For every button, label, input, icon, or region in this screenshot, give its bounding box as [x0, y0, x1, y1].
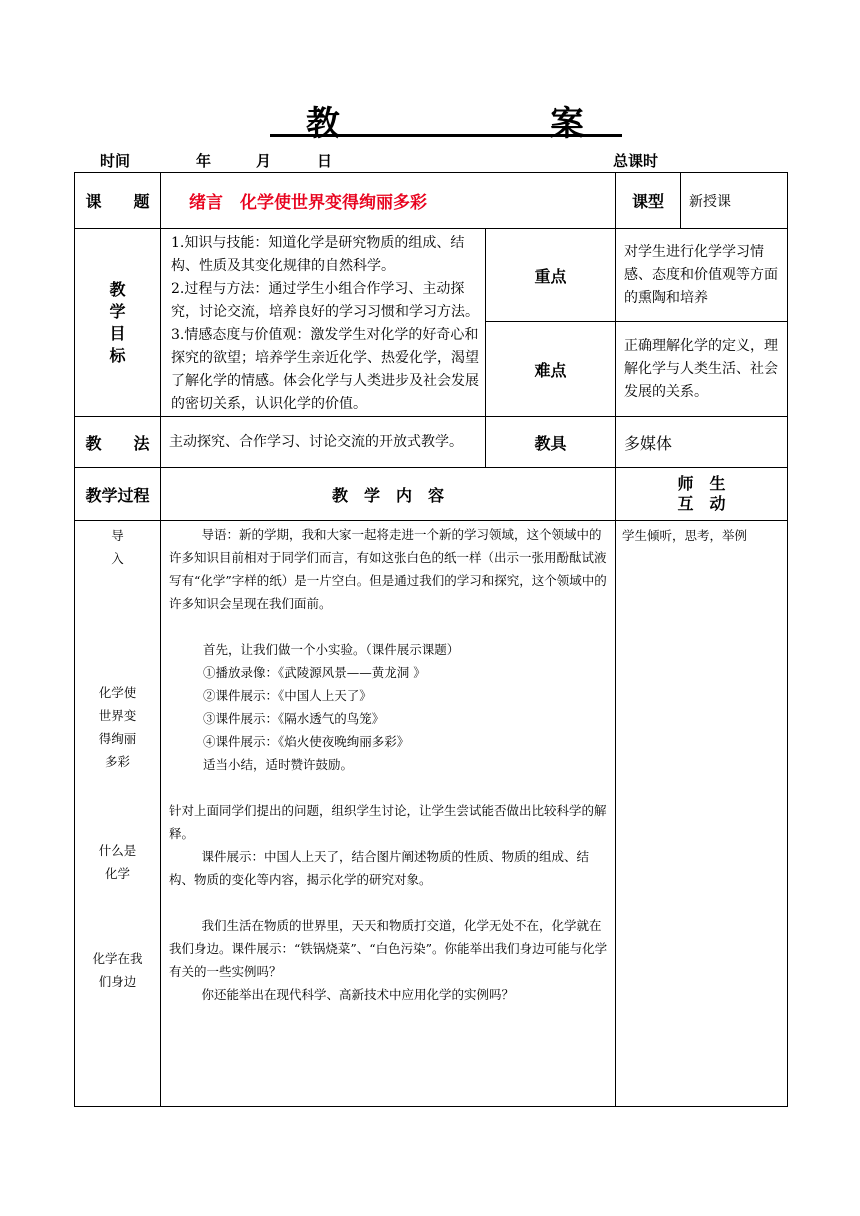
definition-paragraph: 课件展示：中国人上天了，结合图片阐述物质的性质、物质的组成、结构、物质的变化等内容，揭示化学的研究对象。: [169, 849, 590, 887]
document-title: [270, 96, 622, 144]
process-label: 教学过程: [75, 468, 161, 521]
goal-item: 2.过程与方法：通过学生小组合作学习、主动探究，讨论交流，培养良好的学习习惯和学习方法。: [171, 281, 479, 320]
process-header-row: [75, 468, 788, 521]
process-content: [161, 521, 616, 1107]
goals-label: [75, 229, 161, 417]
show-item: ③课件展示：《隔水透气的鸟笼》: [203, 711, 385, 726]
goals-label-char: 教: [109, 279, 126, 299]
show-item: ①播放录像：《武陵源风景——黄龙洞 》: [203, 665, 426, 680]
method-row: [75, 417, 788, 468]
lesson-type-label: 课型: [616, 173, 681, 228]
show-item: ④课件展示：《焰火使夜晚绚丽多彩》: [203, 734, 410, 749]
tech-paragraph: 你还能举出在现代科学、高新技术中应用化学的实例吗？: [201, 987, 515, 1002]
summary-line: 适当小结，适时赞许鼓励。: [203, 757, 354, 772]
difficulty-text: 正确理解化学的定义，理解化学与人类生活、社会发展的关系。: [616, 322, 788, 417]
life-paragraph: 我们生活在物质的世界里，天天和物质打交道，化学无处不在，化学就在我们身边。课件展示：“铁锅烧菜”、“白色污染”。你能举出我们身边可能与化学有关的一些实例吗？: [169, 918, 608, 979]
goal-item: 3.情感态度与价值观：激发学生对化学的好奇心和探究的欲望；培养学生亲近化学、热爱化学，渴望了解化学的情感。体会化学与人类进步及社会发展的密切关系，认识化学的价值。: [171, 327, 479, 412]
year-label: 年: [196, 152, 212, 170]
goal-item: 1.知识与技能：知道化学是研究物质的组成、结构、性质及其变化规律的自然科学。: [171, 235, 465, 274]
goals-content: [161, 229, 486, 417]
difficulty-label: 难点: [486, 322, 616, 417]
section-colorful: [75, 681, 160, 773]
lesson-type-cell: [616, 173, 788, 229]
method-text: 主动探究、合作学习、讨论交流的开放式教学。: [161, 417, 486, 468]
show-item: ②课件展示：《中国人上天了》: [203, 688, 372, 703]
interaction-text: 学生倾听，思考，举例: [616, 521, 788, 1107]
section-line: 多彩: [104, 754, 130, 769]
section-line: 化学在我: [92, 951, 143, 966]
title-char-right: 案: [550, 104, 584, 144]
interaction-header: [616, 468, 788, 521]
key-point-label: 重点: [486, 229, 616, 322]
process-body-row: [75, 521, 788, 1107]
discussion-paragraph: 针对上面同学们提出的问题，组织学生讨论，让学生尝试能否做出比较科学的解释。: [169, 803, 607, 841]
key-point-text: 对学生进行化学学习情感、态度和价值观等方面的熏陶和培养: [616, 229, 788, 322]
time-label: 时间: [100, 152, 131, 170]
section-line: 入: [111, 551, 124, 566]
total-hours-label: 总课时: [613, 152, 659, 170]
topic-title: 绪言 化学使世界变得绚丽多彩: [161, 173, 616, 229]
section-line: 得绚丽: [98, 731, 137, 746]
section-what-is-chemistry: [75, 839, 160, 885]
content-header: 教 学 内 容: [161, 468, 616, 521]
section-line: 什么是: [98, 843, 137, 858]
tools-label: 教具: [486, 417, 616, 468]
lesson-type-value: 新授课: [689, 193, 731, 210]
goals-label-char: 学: [109, 301, 126, 321]
intro-paragraph: 导语：新的学期，我和大家一起将走进一个新的学习领域，这个领域中的许多知识目前相对于同学们而言，有如这张白色的纸一样（出示一张用酚酞试液写有“化学”字样的纸）是一片空白。但是通过我们的学习和探究，这个领域中的许多知识会呈现在我们面前。: [169, 527, 607, 611]
section-line: 化学: [104, 866, 130, 881]
goals-row-top: [75, 229, 788, 322]
experiment-line: 首先，让我们做一个小实验。（课件展示课题）: [203, 642, 460, 657]
topic-label: 课 题: [75, 173, 161, 229]
interaction-header-line: 互 动: [677, 494, 726, 513]
day-label: 日: [317, 152, 333, 170]
section-line: 们身边: [98, 974, 137, 989]
lesson-plan-table: [74, 172, 788, 1107]
month-label: 月: [256, 152, 272, 170]
topic-row: [75, 173, 788, 229]
method-label: 教 法: [75, 417, 161, 468]
section-line: 化学使: [98, 685, 137, 700]
section-line: 导: [111, 528, 124, 543]
section-line: 世界变: [98, 708, 137, 723]
section-chemistry-around-us: [75, 947, 160, 993]
goals-label-char: 标: [109, 345, 126, 365]
section-intro: [75, 524, 160, 570]
process-sections: [75, 521, 161, 1107]
tools-text: 多媒体: [616, 417, 788, 468]
goals-label-char: 目: [109, 323, 126, 343]
interaction-header-line: 师 生: [677, 474, 726, 493]
title-char-left: 教: [306, 104, 340, 144]
